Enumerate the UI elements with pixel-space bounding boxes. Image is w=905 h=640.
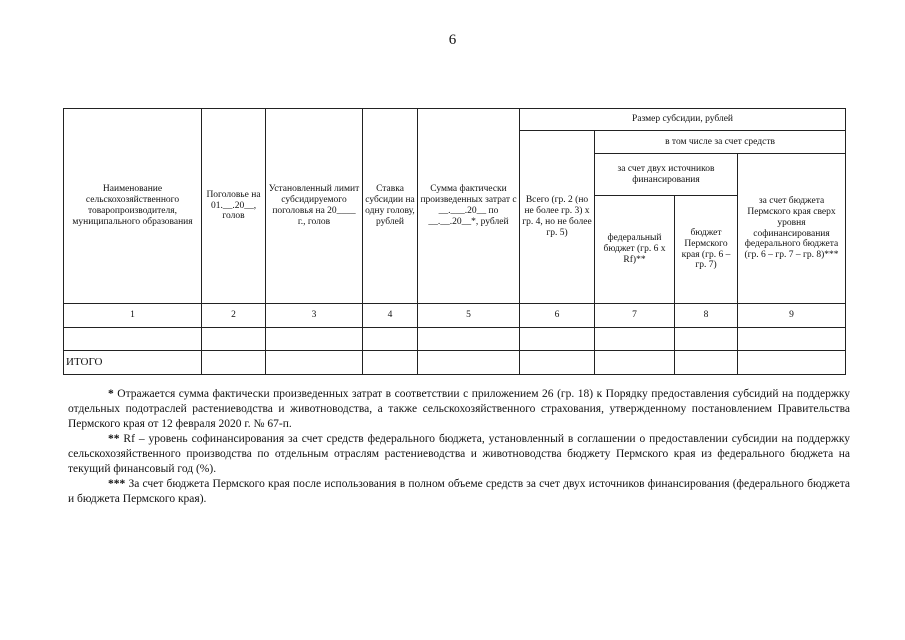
footnotes: [68, 387, 850, 507]
table-cell: [520, 328, 595, 351]
footnote-2-mark: **: [108, 433, 120, 445]
header-actual-costs: Сумма фактически произведенных затрат с __.___.20__ по __.__.20__*, рублей: [418, 109, 520, 304]
header-including: в том числе за счет средств: [595, 131, 846, 154]
table-cell: [520, 351, 595, 375]
empty-data-row: [64, 328, 846, 351]
table-cell: [363, 328, 418, 351]
column-number: 4: [363, 304, 418, 328]
page-number: 6: [448, 32, 457, 48]
column-number: 1: [64, 304, 202, 328]
table-cell: [738, 351, 846, 375]
header-regional: бюджет Пермского края (гр. 6 – гр. 7): [675, 196, 738, 304]
header-limit: Установленный лимит субсидируемого поголовья на 20____ г., голов: [266, 109, 363, 304]
column-number: 8: [675, 304, 738, 328]
footnote-1-text: Отражается сумма фактически произведенных затрат в соответствии с приложением 26 (гр. 18) к Порядку предоставления субсидий на поддержку отдельных подотраслей растениеводства и животноводства, а также сельскохозяйственного страхования, утвержденному постановлением Правительства Пермского края от 12 февраля 2020 г. № 67-п.: [68, 388, 850, 430]
table-cell: [418, 351, 520, 375]
table-cell: [675, 328, 738, 351]
table-cell: [363, 351, 418, 375]
footnote-2-text: Rf – уровень софинансирования за счет средств федерального бюджета, установленный в соглашении о предоставлении субсидии на поддержку сельскохозяйственного производства по отдельным отраслям растениеводства и животноводства бюджету Пермского края из федерального бюджета на текущий финансовый год (%).: [68, 433, 850, 475]
column-number: 3: [266, 304, 363, 328]
footnote-1: [68, 387, 850, 432]
column-number: 9: [738, 304, 846, 328]
table-cell: [738, 328, 846, 351]
header-name: Наименование сельскохозяйственного товаропроизводителя, муниципального образования: [64, 109, 202, 304]
table-cell: [595, 328, 675, 351]
header-federal: федеральный бюджет (гр. 6 х Rf)**: [595, 196, 675, 304]
table-cell: [202, 328, 266, 351]
footnote-3-text: За счет бюджета Пермского края после использования в полном объеме средств за счет двух источников финансирования (федерального бюджета и бюджета Пермского края).: [68, 478, 850, 505]
column-number: 7: [595, 304, 675, 328]
footnote-2: [68, 432, 850, 477]
column-number: 2: [202, 304, 266, 328]
table-cell: [202, 351, 266, 375]
column-number: 5: [418, 304, 520, 328]
table-cell: [595, 351, 675, 375]
header-livestock: Поголовье на 01.__.20__, голов: [202, 109, 266, 304]
header-two-sources: за счет двух источников финансирования: [595, 154, 738, 196]
header-regional-only: за счет бюджета Пермского края сверх уровня софинансирования федерального бюджета (гр. 6 – гр. 7 – гр. 8)***: [738, 154, 846, 304]
footnote-3-mark: ***: [108, 478, 126, 490]
table-cell: [266, 351, 363, 375]
column-number: 6: [520, 304, 595, 328]
table-cell: [64, 328, 202, 351]
table-cell: [418, 328, 520, 351]
table-cell: [675, 351, 738, 375]
header-total: Всего (гр. 2 (но не более гр. 3) х гр. 4, но не более гр. 5): [520, 131, 595, 304]
column-numbers-row: [64, 304, 846, 328]
total-row: [64, 351, 846, 375]
table-cell: [266, 328, 363, 351]
total-label: ИТОГО: [64, 351, 202, 375]
subsidy-table: [63, 108, 846, 375]
header-rate: Ставка субсидии на одну голову, рублей: [363, 109, 418, 304]
header-subsidy-size: Размер субсидии, рублей: [520, 109, 846, 131]
footnote-1-mark: *: [108, 388, 114, 400]
footnote-3: [68, 477, 850, 507]
